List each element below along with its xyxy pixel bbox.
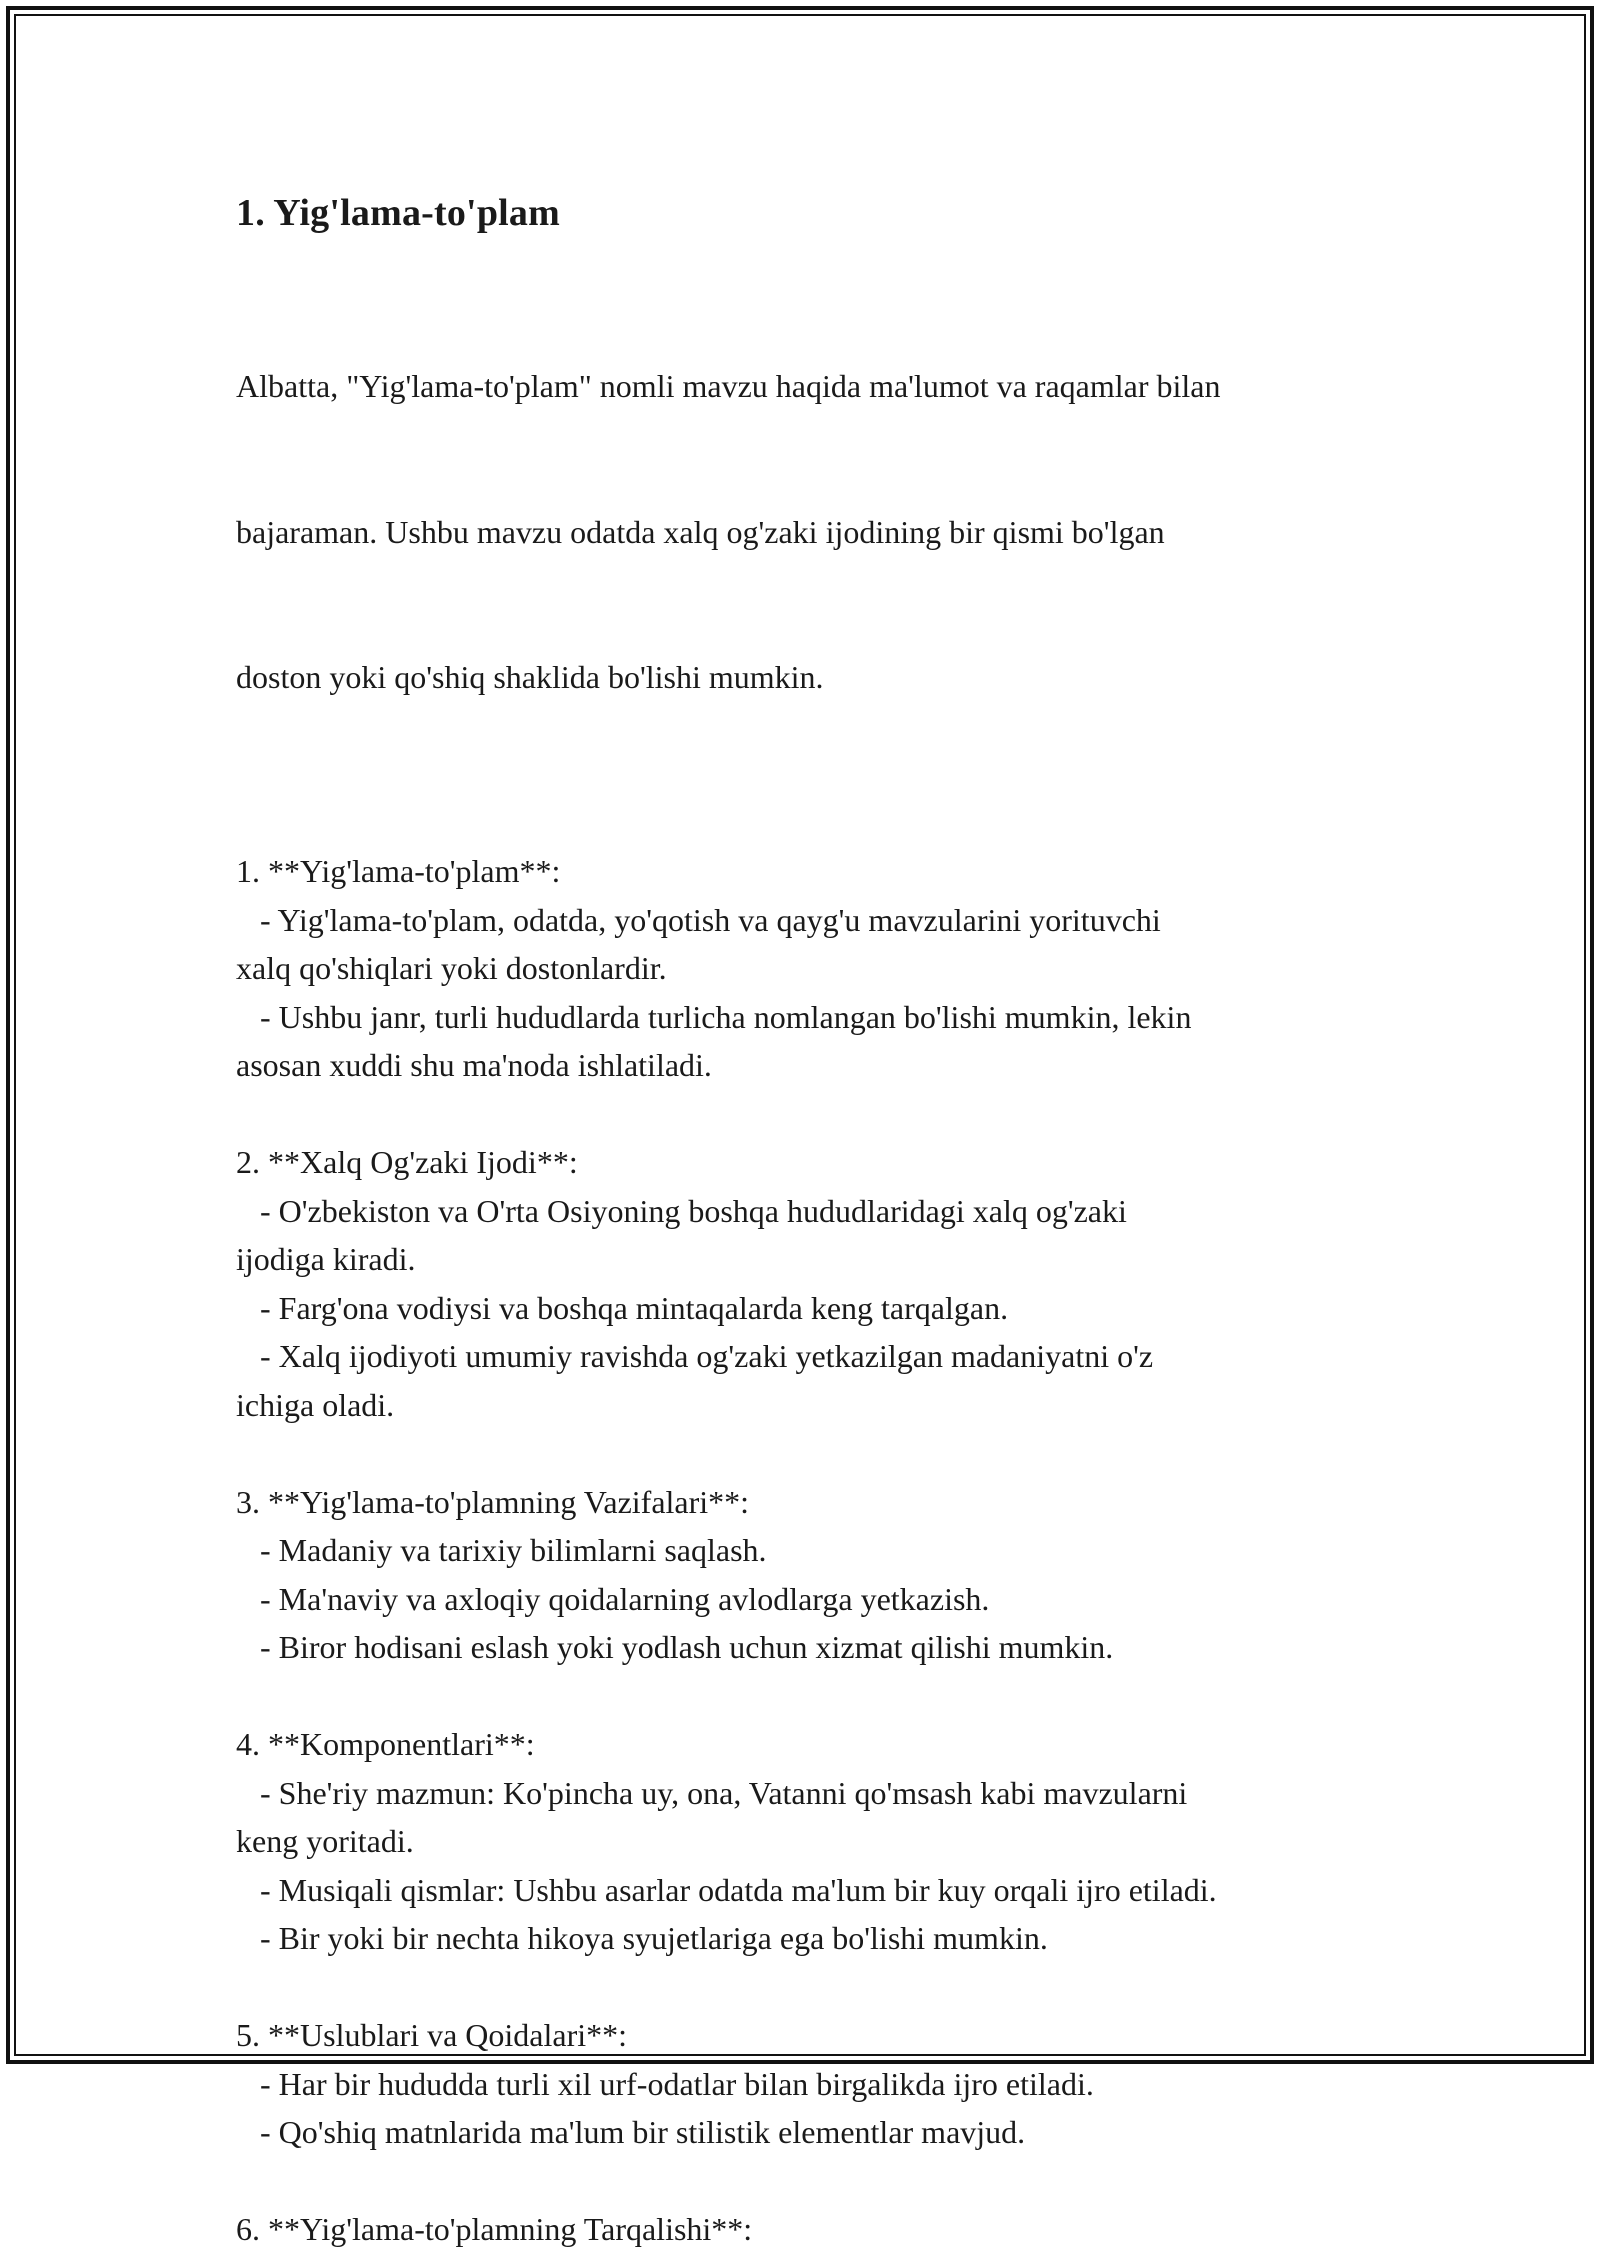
section-line: ijodiga kiradi. [236, 1241, 416, 1277]
section-line: - Farg'ona vodiysi va boshqa mintaqalarda keng tarqalgan. [236, 1289, 1009, 1326]
section-2 [236, 1138, 1396, 1429]
section-heading: 3. **Yig'lama-to'plamning Vazifalari**: [236, 1483, 750, 1520]
section-6 [236, 2205, 1396, 2254]
section-line: - Yig'lama-to'plam, odatda, yo'qotish va qayg'u mavzularini yorituvchi [236, 901, 1161, 938]
section-line: - Musiqali qismlar: Ushbu asarlar odatda ma'lum bir kuy orqali ijro etiladi. [236, 1871, 1217, 1908]
section-line: - Qo'shiq matnlarida ma'lum bir stilistik elementlar mavjud. [236, 2114, 1026, 2150]
section-line: - She'riy mazmun: Ko'pincha uy, ona, Vatanni qo'msash kabi mavzularni [236, 1774, 1188, 1811]
intro-line: bajaraman. Ushbu mavzu odatda xalq og'zaki ijodining bir qismi bo'lgan [236, 513, 1165, 550]
section-3 [236, 1478, 1396, 1672]
section-line: - Xalq ijodiyoti umumiy ravishda og'zaki yetkazilgan madaniyatni o'z [236, 1338, 1154, 1374]
intro-paragraph [236, 265, 1396, 799]
section-line: - Biror hodisani eslash yoki yodlash uchun xizmat qilishi mumkin. [236, 1629, 1114, 1665]
section-5 [236, 2011, 1396, 2157]
section-line: - Madaniy va tarixiy bilimlarni saqlash. [236, 1532, 767, 1568]
section-line: - Har bir hududda turli xil urf-odatlar bilan birgalikda ijro etiladi. [236, 2065, 1094, 2102]
section-heading: 4. **Komponentlari**: [236, 1726, 535, 1762]
section-1 [236, 847, 1396, 1090]
section-heading: 5. **Uslublari va Qoidalari**: [236, 2017, 628, 2053]
section-line: asosan xuddi shu ma'noda ishlatiladi. [236, 1047, 712, 1083]
section-heading: 1. **Yig'lama-to'plam**: [236, 853, 561, 889]
section-line: ichiga oladi. [236, 1386, 395, 1423]
section-heading: 2. **Xalq Og'zaki Ijodi**: [236, 1144, 578, 1180]
section-line: - O'zbekiston va O'rta Osiyoning boshqa hududlaridagi xalq og'zaki [236, 1192, 1127, 1229]
intro-line: doston yoki qo'shiq shaklida bo'lishi mumkin. [236, 659, 824, 695]
section-line: keng yoritadi. [236, 1823, 414, 1859]
intro-line: Albatta, "Yig'lama-to'plam" nomli mavzu haqida ma'lumot va raqamlar bilan [236, 368, 1221, 404]
document-title: 1. Yig'lama-to'plam [236, 192, 560, 234]
section-line: - Ushbu janr, turli hududlarda turlicha nomlangan bo'lishi mumkin, lekin [236, 998, 1192, 1035]
section-heading: 6. **Yig'lama-to'plamning Tarqalishi**: [236, 2211, 753, 2247]
section-line: xalq qo'shiqlari yoki dostonlardir. [236, 950, 667, 986]
section-line: - Ma'naviy va axloqiy qoidalarning avlodlarga yetkazish. [236, 1580, 990, 1617]
section-4 [236, 1720, 1396, 1963]
section-line: - Bir yoki bir nechta hikoya syujetlariga ega bo'lishi mumkin. [236, 1920, 1048, 1956]
document-body [236, 186, 1396, 2254]
